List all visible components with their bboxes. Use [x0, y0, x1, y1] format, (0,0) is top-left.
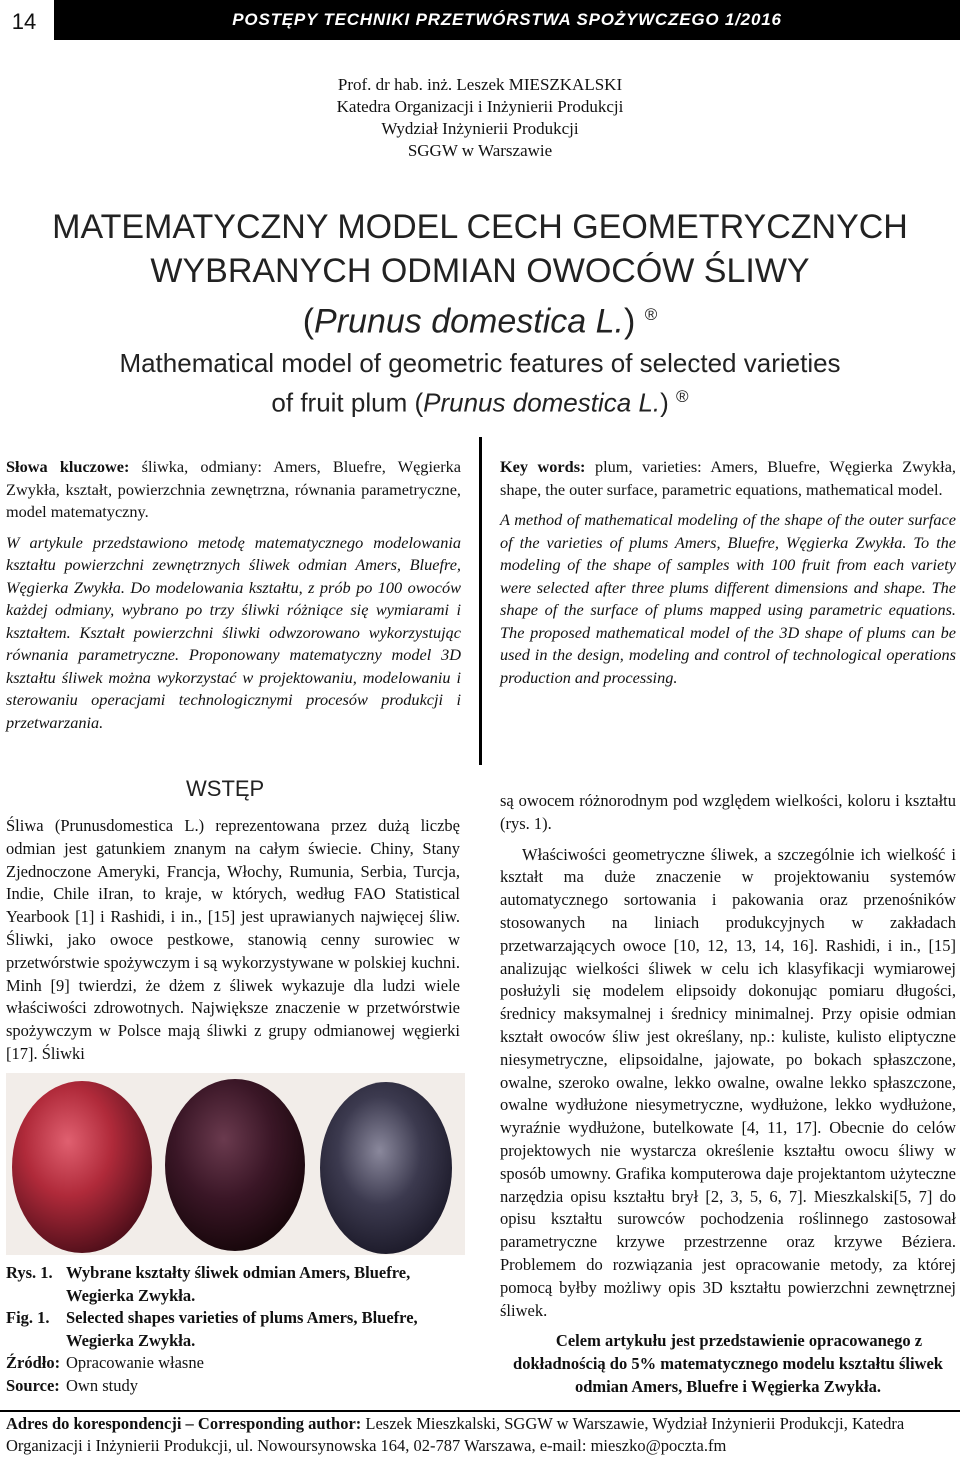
keywords-pl-text: śliwka, odmiany: Amers, Bluefre, Węgierka Zwykła, kształt, powierzchnia zewnętrzna, równania parametryczne, model matematyczny.	[6, 457, 461, 521]
correspondence-label: Adres do korespondencji – Corresponding author:	[6, 1414, 362, 1433]
keywords-en-label: Key words:	[500, 457, 586, 476]
title-en-prefix: of fruit plum (	[271, 387, 424, 418]
page-number: 14	[11, 9, 37, 34]
plum-amers-image	[6, 1073, 159, 1255]
journal-header: POSTĘPY TECHNIKI PRZETWÓRSTWA SPOŻYWCZEGO 1/2016	[54, 0, 960, 40]
source-en	[6, 1375, 466, 1398]
title-pl-paren-close: )	[623, 302, 636, 341]
plum-wegierka-image	[312, 1073, 465, 1255]
title-en-paren-close: )	[660, 387, 669, 418]
caption-rys	[6, 1262, 466, 1307]
title-english	[0, 346, 960, 420]
keywords-en-text: plum, varieties: Amers, Bluefre, Węgierka Zwykła, shape, the outer surface, parametric equations, mathematical model.	[500, 457, 956, 499]
correspondence-rule	[0, 1410, 960, 1412]
author-name: Prof. dr hab. inż. Leszek MIESZKALSKI	[337, 75, 623, 94]
intro-paragraph-1: Śliwa (Prunusdomestica L.) reprezentowana przez dużą liczbę odmian jest gatunkiem znanym na całym świecie. Chiny, Stany Zjednoczone Ameryki, Francja, Włochy, Rumunia, Serbia, Turcja, Indie, Chile iIran, to kraje, w których, według FAO Statistical Yearbook [1] i Rashidi, i in., [15] jest uprawianych najwięcej śliw. Śliwki, jako owoce pestkowe, stanowią cenny surowiec w przetwórstwie spożywczym i są wykorzystywane w polskiej kuchni. Minh [9] twierdzi, że dżem z śliwek wykazuje dla ludzi wiele właściwości zdrowotnych. Największe znaczenie w przetwórstwie spożywczym w Polsce mają śliwki z grupy odmianowej węgierki [17]. Śliwki	[6, 816, 460, 1063]
title-polish	[0, 205, 960, 343]
author-block	[0, 74, 960, 162]
source-pl-text: Opracowanie własne	[66, 1353, 204, 1372]
title-en-line2	[0, 380, 960, 420]
intro-paragraph-3: Właściwości geometryczne śliwek, a szczególnie ich wielkość i kształt ma duże znaczenie w projektowaniu systemów automatycznego sortowania i pakowania oraz przenośników stosowanych na liniach produkcyjnych w zakładach przetwarzających owoce [10, 12, 13, 14, 16]. Rashidi, i in., [15] analizując wielkości śliwek w celu ich klasyfikacji wymiarowej posłużyli się modelem elipsoidy dokonując pomiaru długości, średnicy maksymalnej i średnicy minimalnej. Przy opisie odmian kształt owoców śliw jest określany, np.: kuliste, kulisto eliptyczne niesymetryczne, elipsoidalne, jajowate, po bokach spłaszczone, owalne, szeroko owalne, lekko owalne, owalne lekko spłaszczone, owalne wydłużone niesymetryczne, wydłużone, lekko wydłużone, wyraźnie wydłużone, butelkowate [4, 11, 17]. Obecnie do celów projektowych nie wystarcza określenie kształtu owocu śliwy w sposób umowny. Grafika komputerowa daje projektantom użyteczne narzędzia opisu kształtu brył [2, 3, 5, 6, 7]. Mieszkalski[5, 7] do opisu kształtu surowców pochodzenia roślinnego zastosował parametryczne krzywe przestrzenne oraz krzywe Béziera. Problemem do rozwiązania jest opracowanie metody, za której pomocą byłby możliwy opis 3D kształtu powierzchni zewnętrznej śliwek.	[500, 844, 956, 1320]
intro-left-column	[6, 815, 460, 1074]
intro-paragraph-2: są owocem różnorodnym pod względem wielkości, koloru i kształtu (rys. 1).	[500, 791, 956, 833]
registered-mark: ®	[644, 305, 658, 324]
title-pl-paren-open: (	[302, 302, 315, 341]
caption-rys-text: Wybrane kształty śliwek odmian Amers, Bluefre, Wegierka Zwykła.	[66, 1263, 411, 1305]
abstract-english	[500, 456, 956, 697]
intro-right-column	[500, 790, 956, 1407]
title-en-line1: Mathematical model of geometric features of selected varieties	[119, 348, 841, 378]
caption-rys-label: Rys. 1.	[6, 1263, 53, 1282]
title-pl-line1: MATEMATYCZNY MODEL CECH GEOMETRYCZNYCH	[52, 208, 908, 246]
caption-fig	[6, 1307, 466, 1352]
title-en-latin: Prunus domestica L.	[423, 387, 661, 418]
keywords-pl-label: Słowa kluczowe:	[6, 457, 130, 476]
abstract-polish	[6, 456, 461, 742]
correspondence-block	[6, 1413, 956, 1457]
title-pl-line3	[0, 293, 960, 343]
source-pl	[6, 1352, 466, 1375]
source-en-label: Source:	[6, 1375, 60, 1395]
keywords-pl	[6, 456, 461, 524]
section-heading-intro: WSTĘP	[186, 776, 265, 801]
title-pl-latin: Prunus domestica L.	[314, 302, 624, 341]
caption-fig-label: Fig. 1.	[6, 1308, 50, 1327]
correspondence-text: Leszek Mieszkalski, SGGW w Warszawie, Wydział Inżynierii Produkcji, Katedra Organizacji i Inżynierii Produkcji, ul. Nowoursynowska 164, 02-787 Warszawa, e-mail: mieszko@poczta.fm	[6, 1414, 905, 1455]
author-department: Katedra Organizacji i Inżynierii Produkcji	[336, 97, 624, 116]
abstract-pl-text: W artykule przedstawiono metodę matematycznego modelowania kształtu powierzchni zewnętrznych śliwek odmian Amers, Bluefre, Węgierka Zwykła. Do modelowania kształtu, z prób po 100 owoców każdej odmiany, wybrano po trzy śliwki różniące się wymiarami i kształtem. Kształt powierzchni śliwki odwzorowano wykorzystując równania parametryczne. Proponowany matematyczny model 3D kształtu śliwek można wykorzystać w projektowaniu, modelowaniu i sterowaniu operacjami technologicznymi procesów produkcji i przetwarzania.	[6, 532, 461, 732]
abstract-en-text: A method of mathematical modeling of the shape of the outer surface of the varieties of plums Amers, Bluefre, Węgierka Zwykła. To the modeling of the shape of samples with 100 fruit from each variety were selected after three plums different dimensions and shape. The shape of the surface of plums mapped using parametric equations. The proposed mathematical model of the 3D shape of plums can be used in the design, modeling and control of technological operations production and processing.	[500, 510, 956, 687]
author-faculty: Wydział Inżynierii Produkcji	[381, 119, 579, 138]
caption-fig-text: Selected shapes varieties of plums Amers, Bluefre, Wegierka Zwykła.	[66, 1308, 418, 1350]
plum-bluefre-image	[159, 1073, 312, 1255]
column-divider	[479, 437, 482, 765]
author-university: SGGW w Warszawie	[407, 141, 553, 160]
intro-aim-paragraph: Celem artykułu jest przedstawienie opracowanego z dokładnością do 5% matematycznego modelu kształtu śliwek odmian Amers, Bluefre i Węgierka Zwykła.	[513, 1331, 943, 1396]
figure-plums	[6, 1073, 462, 1255]
source-en-text: Own study	[66, 1375, 138, 1395]
figure-caption	[6, 1262, 466, 1397]
source-pl-label: Źródło:	[6, 1353, 61, 1372]
keywords-en	[500, 456, 956, 501]
title-pl-line2: WYBRANYCH ODMIAN OWOCÓW ŚLIWY	[150, 252, 810, 290]
registered-mark-en: ®	[676, 387, 689, 406]
